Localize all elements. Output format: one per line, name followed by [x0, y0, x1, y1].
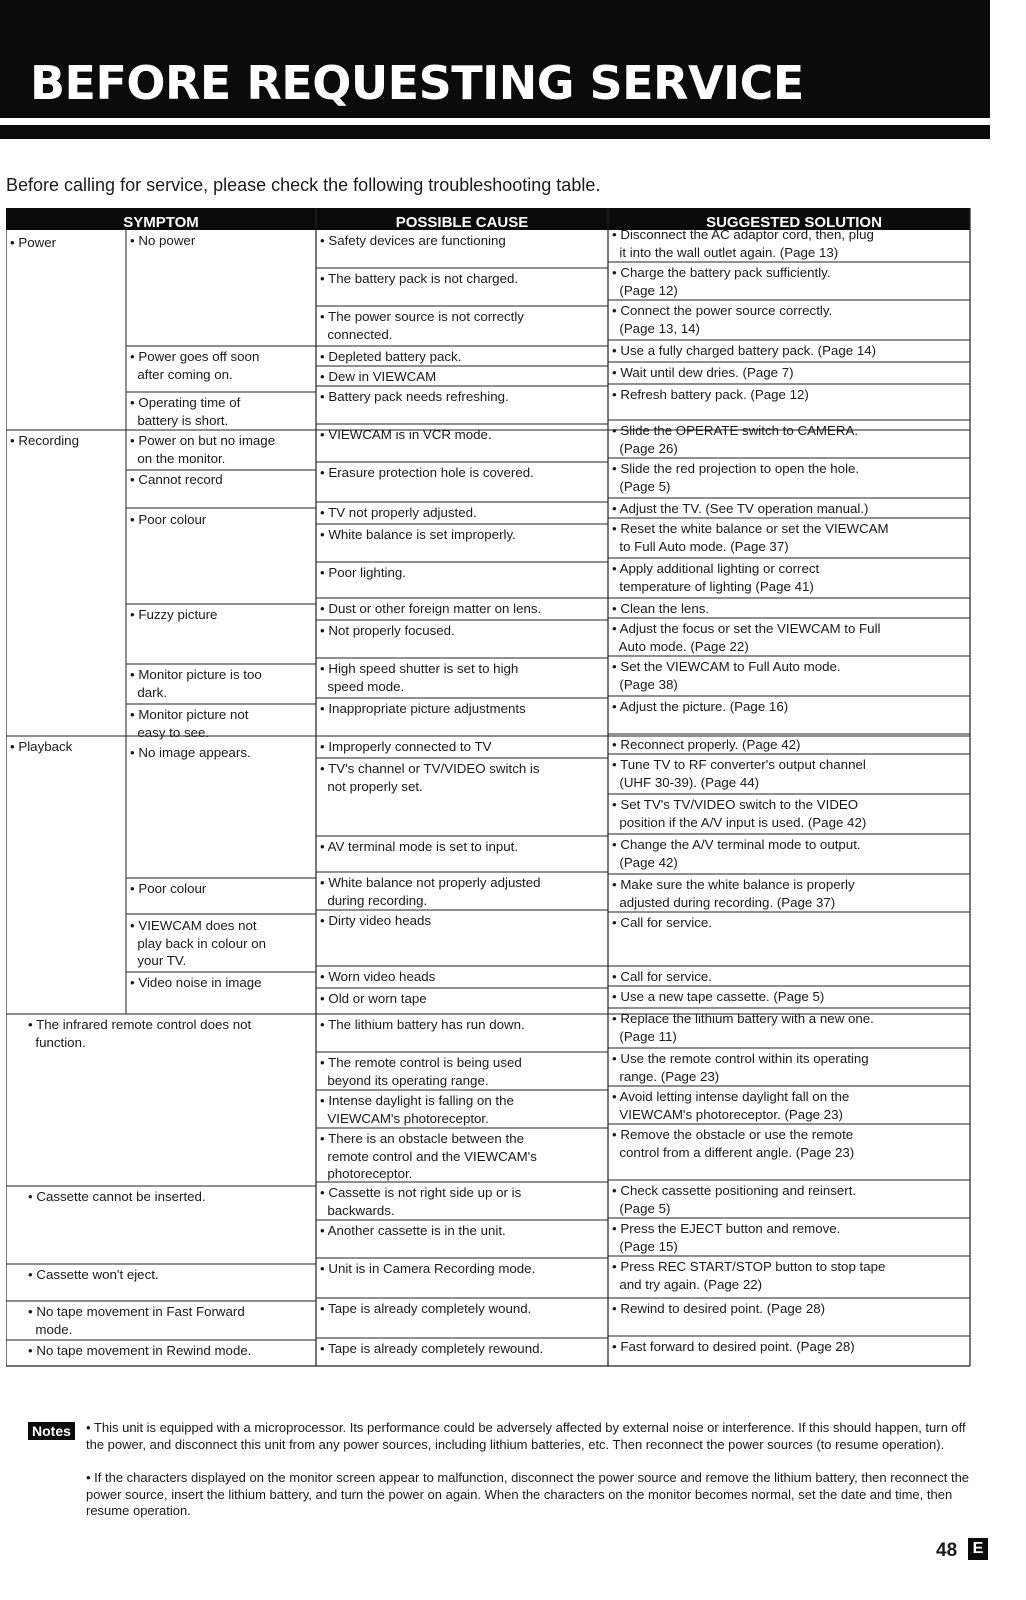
cause-cell: • The remote control is being used beyond its operating range.: [320, 1055, 522, 1088]
cause-cell: • White balance is set improperly.: [320, 527, 516, 542]
page-number: 48: [936, 1540, 958, 1561]
cause-cell: • Depleted battery pack.: [320, 349, 462, 364]
symptom-cell: • Cassette won't eject.: [28, 1267, 159, 1282]
solution-cell: • Avoid letting intense daylight fall on the VIEWCAM's photoreceptor. (Page 23): [612, 1089, 850, 1122]
cause-cell: • Dust or other foreign matter on lens.: [320, 601, 542, 616]
cause-cell: • The lithium battery has run down.: [320, 1017, 525, 1032]
page-title: BEFORE REQUESTING SERVICE: [30, 56, 804, 110]
solution-cell: • Call for service.: [612, 915, 712, 930]
cause-cell: • Tape is already completely rewound.: [320, 1341, 544, 1356]
cause-cell: • Battery pack needs refreshing.: [320, 389, 509, 404]
symptom-cell: • Power on but no image on the monitor.: [130, 433, 276, 466]
solution-cell: • Set the VIEWCAM to Full Auto mode. (Page 38): [612, 659, 841, 692]
solution-cell: • Use a new tape cassette. (Page 5): [612, 989, 825, 1004]
cause-cell: • AV terminal mode is set to input.: [320, 839, 519, 854]
header-solution: SUGGESTED SOLUTION: [706, 214, 882, 231]
symptom-cell: • Monitor picture is too dark.: [130, 667, 262, 700]
cause-cell: • Not properly focused.: [320, 623, 455, 638]
solution-cell: • Clean the lens.: [612, 601, 710, 616]
solution-cell: • Wait until dew dries. (Page 7): [612, 365, 794, 380]
cause-cell: • Dirty video heads: [320, 913, 432, 928]
symptom-cell: • The infrared remote control does not function.: [28, 1017, 252, 1050]
cause-cell: • Inappropriate picture adjustments: [320, 701, 526, 716]
cause-cell: • High speed shutter is set to high speed mode.: [320, 661, 519, 694]
solution-cell: • Use a fully charged battery pack. (Page 14): [612, 343, 877, 358]
symptom-cell: • No tape movement in Rewind mode.: [28, 1343, 252, 1358]
cause-cell: • Another cassette is in the unit.: [320, 1223, 506, 1238]
cause-cell: • Dew in VIEWCAM: [320, 369, 437, 384]
solution-cell: • Use the remote control within its operating range. (Page 23): [612, 1051, 869, 1084]
symptom-cell: • Poor colour: [130, 881, 207, 896]
solution-cell: • Reset the white balance or set the VIEWCAM to Full Auto mode. (Page 37): [612, 521, 889, 554]
symptom-cell: • Cassette cannot be inserted.: [28, 1189, 206, 1204]
cause-cell: • The battery pack is not charged.: [320, 271, 519, 286]
note-item: • This unit is equipped with a microprocessor. Its performance could be adversely affected by external noise or interference. If this should happen, turn off the power, and disconnect this unit from any power sources, including lithium batteries, etc. Then reconnect the power sources (to resume operation).: [86, 1420, 966, 1452]
symptom-category: • Power: [10, 235, 57, 250]
solution-cell: • Charge the battery pack sufficiently. (Page 12): [612, 265, 831, 298]
solution-cell: • Press the EJECT button and remove. (Page 15): [612, 1221, 841, 1254]
header-cause: POSSIBLE CAUSE: [395, 214, 529, 231]
notes-label: Notes: [28, 1422, 75, 1440]
cause-cell: • Intense daylight is falling on the VIEWCAM's photoreceptor.: [320, 1093, 514, 1126]
solution-cell: • Change the A/V terminal mode to output. (Page 42): [612, 837, 861, 870]
solution-cell: • Rewind to desired point. (Page 28): [612, 1301, 826, 1316]
symptom-category: • Recording: [10, 433, 79, 448]
solution-cell: • Adjust the picture. (Page 16): [612, 699, 789, 714]
symptom-cell: • Operating time of battery is short.: [130, 395, 241, 428]
troubleshooting-table: [6, 208, 990, 1418]
symptom-cell: • Cannot record: [130, 472, 223, 487]
solution-cell: • Tune TV to RF converter's output channel (UHF 30-39). (Page 44): [612, 757, 866, 790]
solution-cell: • Reconnect properly. (Page 42): [612, 737, 801, 752]
cause-cell: • Erasure protection hole is covered.: [320, 465, 534, 480]
cause-cell: • Improperly connected to TV: [320, 739, 492, 754]
cause-cell: • Old or worn tape: [320, 991, 427, 1006]
cause-cell: • Safety devices are functioning: [320, 233, 506, 248]
solution-cell: • Set TV's TV/VIDEO switch to the VIDEO position if the A/V input is used. (Page 42): [612, 797, 867, 830]
symptom-category: • Playback: [10, 739, 73, 754]
solution-cell: • Call for service.: [612, 969, 712, 984]
cause-cell: • Poor lighting.: [320, 565, 406, 580]
cause-cell: • White balance not properly adjusted during recording.: [320, 875, 541, 908]
symptom-cell: • Power goes off soon after coming on.: [130, 349, 260, 382]
title-banner: [0, 0, 990, 118]
symptom-cell: • Fuzzy picture: [130, 607, 218, 622]
solution-cell: • Remove the obstacle or use the remote control from a different angle. (Page 23): [612, 1127, 855, 1160]
title-rule: [0, 125, 990, 139]
symptom-cell: • Poor colour: [130, 512, 207, 527]
solution-cell: • Fast forward to desired point. (Page 28): [612, 1339, 855, 1354]
symptom-cell: • VIEWCAM does not play back in colour on your TV.: [130, 918, 267, 968]
solution-cell: • Adjust the TV. (See TV operation manual.): [612, 501, 869, 516]
solution-cell: • Press REC START/STOP button to stop tape and try again. (Page 22): [612, 1259, 886, 1292]
cause-cell: • TV not properly adjusted.: [320, 505, 477, 520]
symptom-cell: • No image appears.: [130, 745, 251, 760]
language-badge: E: [968, 1538, 988, 1560]
solution-cell: • Replace the lithium battery with a new one. (Page 11): [612, 1011, 874, 1044]
cause-cell: • VIEWCAM is in VCR mode.: [320, 427, 492, 442]
cause-cell: • The power source is not correctly connected.: [320, 309, 524, 342]
intro-text: Before calling for service, please check the following troubleshooting table.: [6, 175, 601, 195]
solution-cell: • Disconnect the AC adaptor cord, then, plug it into the wall outlet again. (Page 13): [612, 227, 874, 260]
symptom-cell: • No power: [130, 233, 196, 248]
cause-cell: • TV's channel or TV/VIDEO switch is not properly set.: [320, 761, 540, 794]
solution-cell: • Make sure the white balance is properly adjusted during recording. (Page 37): [612, 877, 855, 910]
solution-cell: • Apply additional lighting or correct temperature of lighting (Page 41): [612, 561, 820, 594]
symptom-cell: • Monitor picture not easy to see.: [130, 707, 249, 740]
note-item: • If the characters displayed on the monitor screen appear to malfunction, disconnect the power source and remove the lithium battery, then reconnect the power source, insert the lithium battery, and turn the power on again. When the characters on the monitor becomes normal, set the date and time, then resume operation.: [86, 1470, 970, 1518]
solution-cell: • Refresh battery pack. (Page 12): [612, 387, 809, 402]
cause-cell: • There is an obstacle between the remote control and the VIEWCAM's photoreceptor.: [320, 1131, 537, 1181]
solution-cell: • Adjust the focus or set the VIEWCAM to Full Auto mode. (Page 22): [612, 621, 881, 654]
solution-cell: • Connect the power source correctly. (Page 13, 14): [612, 303, 833, 336]
cause-cell: • Cassette is not right side up or is backwards.: [320, 1185, 522, 1218]
header-symptom: SYMPTOM: [123, 214, 199, 231]
cause-cell: • Worn video heads: [320, 969, 436, 984]
solution-cell: • Check cassette positioning and reinsert. (Page 5): [612, 1183, 857, 1216]
symptom-cell: • Video noise in image: [130, 975, 262, 990]
solution-cell: • Slide the red projection to open the hole. (Page 5): [612, 461, 860, 494]
solution-cell: • Slide the OPERATE switch to CAMERA. (Page 26): [612, 423, 859, 456]
symptom-cell: • No tape movement in Fast Forward mode.: [28, 1304, 245, 1337]
cause-cell: • Unit is in Camera Recording mode.: [320, 1261, 536, 1276]
cause-cell: • Tape is already completely wound.: [320, 1301, 532, 1316]
